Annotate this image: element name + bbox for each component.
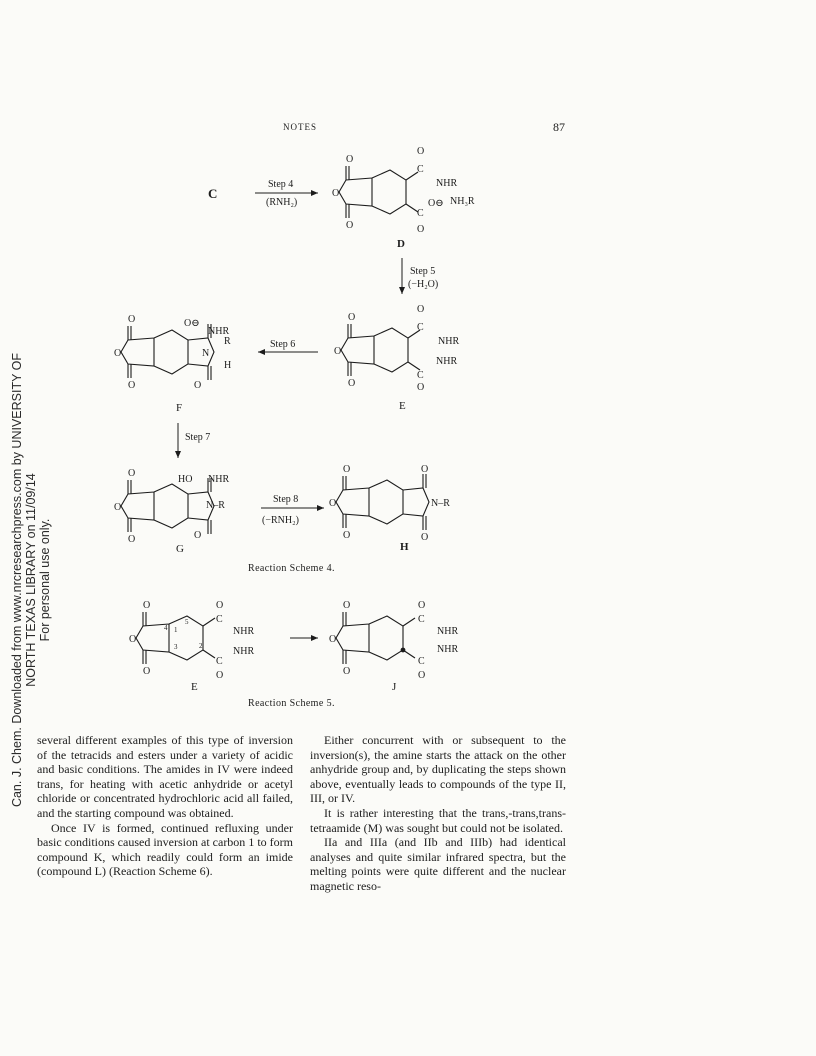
svg-text:1: 1 bbox=[174, 626, 178, 634]
svg-text:C: C bbox=[417, 164, 424, 175]
step4-label: Step 4 bbox=[268, 179, 294, 190]
svg-text:O⊖: O⊖ bbox=[428, 198, 444, 209]
svg-text:O: O bbox=[128, 380, 136, 391]
right-column bbox=[310, 733, 566, 894]
svg-text:R: R bbox=[224, 336, 231, 347]
scheme5-caption: Reaction Scheme 5. bbox=[248, 698, 335, 709]
scheme4-caption: Reaction Scheme 4. bbox=[248, 563, 335, 574]
svg-text:O: O bbox=[143, 600, 151, 611]
structure-e-numbered bbox=[129, 600, 254, 681]
structure-e bbox=[334, 304, 459, 393]
right-paragraph-3: IIa and IIIa (and IIb and IIIb) had identical analyses and quite similar infrared spectra, but the melting points were quite different and the nuclear magnetic reso- bbox=[310, 835, 566, 893]
svg-text:C: C bbox=[417, 370, 424, 381]
svg-text:O⊖: O⊖ bbox=[184, 318, 200, 329]
structure-g bbox=[114, 468, 229, 545]
download-stamp-line1: Can. J. Chem. Downloaded from www.nrcresearchpress.com by UNIVERSITY OF NORTH TEXAS LIBRARY on 11/09/14 bbox=[10, 352, 38, 808]
svg-text:HO: HO bbox=[178, 474, 193, 485]
structure-d bbox=[332, 146, 475, 235]
svg-text:N: N bbox=[202, 348, 210, 359]
svg-text:O: O bbox=[114, 502, 122, 513]
svg-text:O: O bbox=[329, 634, 337, 645]
svg-text:C: C bbox=[216, 614, 223, 625]
svg-text:NHR: NHR bbox=[233, 626, 255, 637]
svg-text:O: O bbox=[417, 382, 425, 393]
svg-text:O: O bbox=[216, 670, 224, 681]
svg-text:C: C bbox=[417, 208, 424, 219]
svg-text:O: O bbox=[343, 464, 351, 475]
svg-text:O: O bbox=[421, 532, 429, 543]
svg-text:NH₃R: NH₃R bbox=[450, 196, 475, 207]
svg-text:O: O bbox=[348, 378, 356, 389]
right-paragraph-2: It is rather interesting that the trans,-trans,trans-tetraamide (M) was sought but could not be isolated. bbox=[310, 805, 566, 835]
svg-text:O: O bbox=[348, 312, 356, 323]
svg-text:NHR: NHR bbox=[436, 356, 458, 367]
svg-text:O: O bbox=[216, 600, 224, 611]
svg-text:O: O bbox=[343, 600, 351, 611]
svg-text:O: O bbox=[417, 224, 425, 235]
svg-text:N–R: N–R bbox=[431, 498, 450, 509]
compound-label-c: C bbox=[208, 186, 218, 201]
svg-text:O: O bbox=[143, 666, 151, 677]
left-paragraph-2: Once IV is formed, continued refluxing under basic conditions caused inversion at carbon 1 to form compound K, which readily could form an imide (compound L) (Reaction Scheme 6). bbox=[37, 820, 293, 879]
svg-text:C: C bbox=[216, 656, 223, 667]
svg-text:O: O bbox=[128, 468, 136, 479]
svg-text:O: O bbox=[114, 348, 122, 359]
svg-text:O: O bbox=[418, 670, 426, 681]
structure-f bbox=[114, 314, 231, 391]
step8-label: Step 8 bbox=[273, 494, 299, 505]
step6-label: Step 6 bbox=[270, 339, 296, 350]
svg-text:NHR: NHR bbox=[438, 336, 460, 347]
left-paragraph-1: several different examples of this type of inversion of the tetracids and esters under a variety of acidic and basic conditions. The amides in IV were indeed trans, for heating with acetic anhydride or acetyl chloride or concentrated hydrochloric acid all failed, and the starting compound was obtained. bbox=[37, 733, 293, 820]
svg-text:NHR: NHR bbox=[437, 626, 459, 637]
compound-label-d: D bbox=[397, 238, 405, 250]
svg-text:5: 5 bbox=[185, 618, 189, 626]
step8-reagent: (−RNH₂) bbox=[262, 515, 299, 526]
svg-text:O: O bbox=[343, 666, 351, 677]
svg-text:O: O bbox=[329, 498, 337, 509]
page-number: 87 bbox=[553, 120, 565, 134]
svg-text:3: 3 bbox=[174, 643, 178, 651]
svg-text:O: O bbox=[129, 634, 137, 645]
step4-reagent: (RNH₂) bbox=[266, 197, 298, 208]
svg-text:2: 2 bbox=[199, 642, 203, 650]
svg-text:O: O bbox=[334, 346, 342, 357]
svg-text:O: O bbox=[417, 304, 425, 315]
download-stamp-line2: For personal use only. bbox=[38, 518, 52, 642]
svg-text:O: O bbox=[194, 380, 202, 391]
compound-label-g: G bbox=[176, 543, 184, 555]
svg-text:O: O bbox=[346, 154, 354, 165]
compound-label-h: H bbox=[400, 541, 409, 553]
svg-text:C: C bbox=[417, 322, 424, 333]
svg-text:NHR: NHR bbox=[208, 326, 230, 337]
svg-text:O: O bbox=[417, 146, 425, 157]
svg-text:NHR: NHR bbox=[208, 474, 230, 485]
svg-text:O: O bbox=[128, 314, 136, 325]
left-column bbox=[37, 733, 293, 879]
structure-j bbox=[329, 600, 458, 681]
step5-label: Step 5 bbox=[410, 266, 436, 277]
svg-text:O: O bbox=[346, 220, 354, 231]
structure-h bbox=[329, 464, 450, 543]
svg-text:O: O bbox=[194, 530, 202, 541]
svg-text:C: C bbox=[418, 656, 425, 667]
scheme5-label-e: E bbox=[191, 681, 198, 693]
scheme5-label-j: J bbox=[392, 681, 397, 693]
svg-text:O: O bbox=[421, 464, 429, 475]
compound-label-e: E bbox=[399, 400, 406, 412]
svg-text:4: 4 bbox=[164, 624, 168, 632]
svg-text:N–R: N–R bbox=[206, 500, 225, 511]
running-header: NOTES bbox=[283, 122, 317, 132]
compound-label-f: F bbox=[176, 402, 183, 414]
step5-reagent: (−H₂O) bbox=[408, 279, 439, 290]
svg-text:C: C bbox=[418, 614, 425, 625]
svg-text:O: O bbox=[418, 600, 426, 611]
svg-text:O: O bbox=[343, 530, 351, 541]
svg-text:H: H bbox=[224, 360, 232, 371]
svg-text:NHR: NHR bbox=[436, 178, 458, 189]
svg-text:NHR: NHR bbox=[233, 646, 255, 657]
svg-text:O: O bbox=[128, 534, 136, 545]
svg-text:NHR: NHR bbox=[437, 644, 459, 655]
step7-label: Step 7 bbox=[185, 432, 211, 443]
svg-text:O: O bbox=[332, 188, 340, 199]
right-paragraph-1: Either concurrent with or subsequent to the inversion(s), the amine starts the attack on the other anhydride group and, by duplicating the steps shown above, eventually leads to compounds of the type II, III, or IV. bbox=[310, 733, 566, 806]
